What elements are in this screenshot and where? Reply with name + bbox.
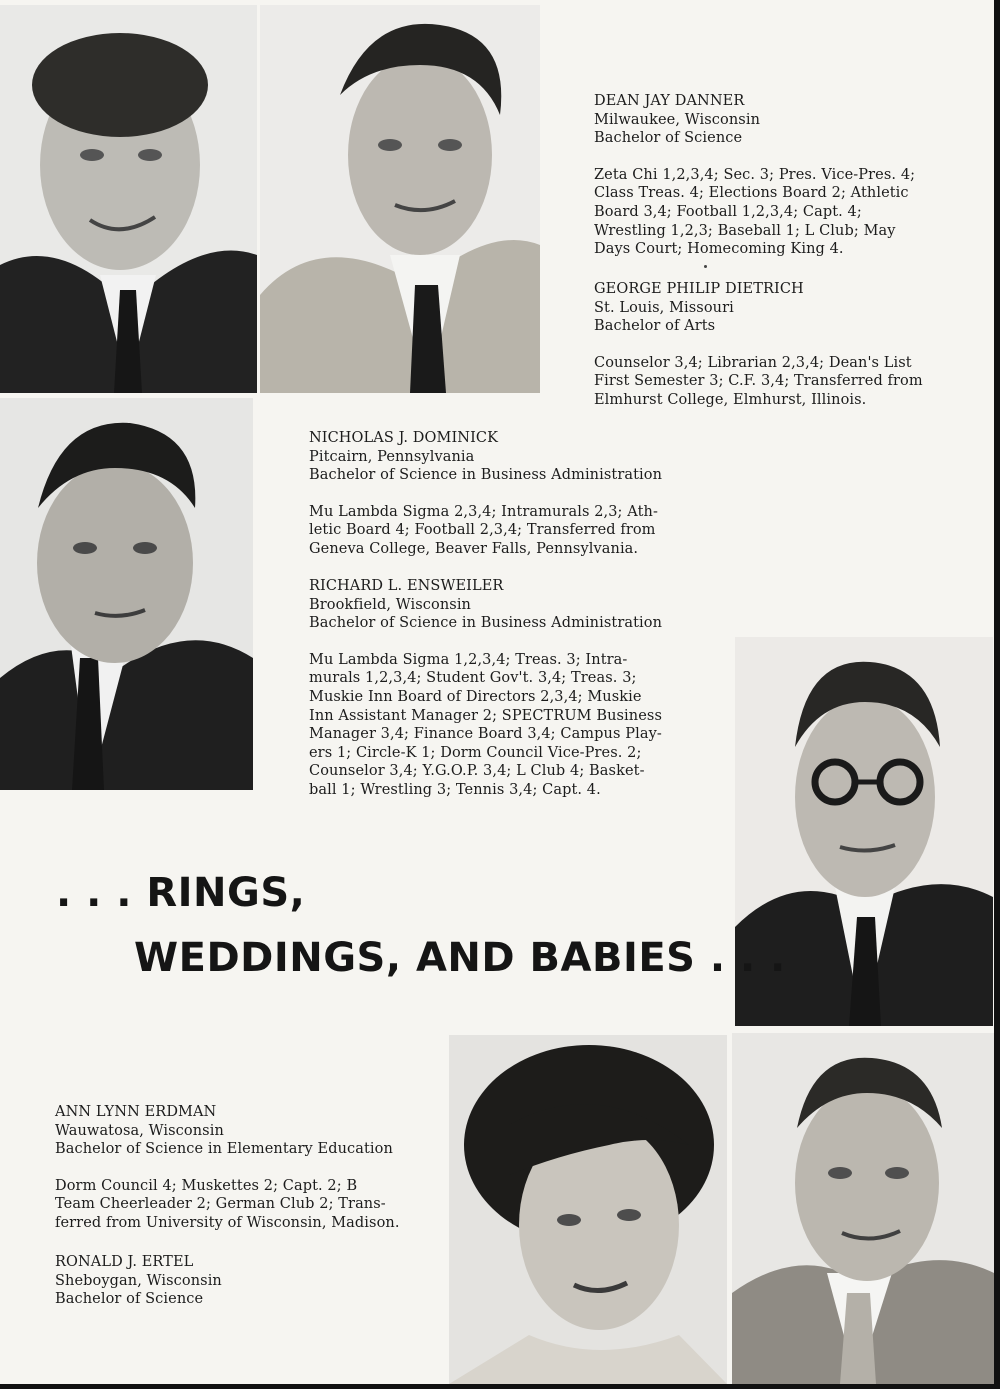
senior-hometown: Sheboygan, Wisconsin: [55, 1272, 222, 1289]
senior-hometown: Milwaukee, Wisconsin: [594, 111, 761, 128]
activities-line: Mu Lambda Sigma 2,3,4; Intramurals 2,3; Ath-: [309, 503, 658, 520]
senior-degree: Bachelor of Arts: [594, 318, 716, 335]
senior-degree: Bachelor of Science: [594, 130, 743, 147]
activities-line: Geneva College, Beaver Falls, Pennsylvania.: [309, 540, 639, 557]
activities-line: Counselor 3,4; Librarian 2,3,4; Dean's List: [594, 354, 912, 371]
activities-line: Manager 3,4; Finance Board 3,4; Campus Play-: [309, 726, 662, 743]
headline-line-2: WEDDINGS, AND BABIES . . .: [134, 935, 786, 981]
activities-line: Muskie Inn Board of Directors 2,3,4; Muskie: [309, 688, 642, 705]
senior-hometown: Brookfield, Wisconsin: [309, 596, 471, 613]
senior-name: GEORGE PHILIP DIETRICH: [594, 281, 804, 297]
portrait-photo-dietrich: [260, 5, 540, 393]
senior-degree: Bachelor of Science in Elementary Education: [55, 1141, 393, 1158]
activities-line: letic Board 4; Football 2,3,4; Transferred from: [309, 522, 656, 539]
activities-line: ferred from University of Wisconsin, Madison.: [55, 1214, 400, 1231]
activities-line: murals 1,2,3,4; Student Gov't. 3,4; Treas. 3;: [309, 670, 637, 687]
senior-degree: Bachelor of Science in Business Administration: [309, 615, 663, 632]
activities-line: Team Cheerleader 2; German Club 2; Trans-: [55, 1196, 386, 1213]
senior-name: ANN LYNN ERDMAN: [55, 1104, 217, 1120]
activities-line: Elmhurst College, Elmhurst, Illinois.: [594, 391, 867, 408]
headline-line-1: . . . RINGS,: [56, 870, 306, 916]
activities-line: Dorm Council 4; Muskettes 2; Capt. 2; B: [55, 1177, 358, 1194]
senior-entry-danner: [594, 92, 915, 259]
senior-name: DEAN JAY DANNER: [594, 93, 745, 109]
ink-speck: [704, 265, 707, 268]
portrait-photo-dominick: [0, 398, 253, 790]
portrait-photo-erdman: [449, 1035, 727, 1384]
senior-entry-dietrich: [594, 280, 923, 410]
senior-degree: Bachelor of Science in Business Administration: [309, 467, 663, 484]
senior-entry-ertel: [55, 1253, 222, 1309]
activities-line: Days Court; Homecoming King 4.: [594, 241, 844, 258]
page-edge-right: [994, 0, 1000, 1389]
activities-line: ball 1; Wrestling 3; Tennis 3,4; Capt. 4.: [309, 781, 601, 798]
senior-name: RICHARD L. ENSWEILER: [309, 578, 504, 594]
page-edge-bottom: [0, 1384, 1000, 1389]
activities-line: Counselor 3,4; Y.G.O.P. 3,4; L Club 4; Basket-: [309, 763, 645, 780]
activities-line: Mu Lambda Sigma 1,2,3,4; Treas. 3; Intra-: [309, 651, 628, 668]
activities-line: Zeta Chi 1,2,3,4; Sec. 3; Pres. Vice-Pres. 4;: [594, 166, 916, 183]
activities-line: Inn Assistant Manager 2; SPECTRUM Business: [309, 707, 662, 724]
senior-hometown: Wauwatosa, Wisconsin: [55, 1122, 224, 1139]
senior-entry-dominick: [309, 429, 662, 559]
activities-line: First Semester 3; C.F. 3,4; Transferred from: [594, 373, 923, 390]
portrait-photo-danner: [0, 5, 257, 393]
senior-entry-erdman: [55, 1103, 400, 1233]
senior-hometown: Pitcairn, Pennsylvania: [309, 448, 475, 465]
portrait-photo-ertel: [732, 1033, 994, 1384]
activities-line: Class Treas. 4; Elections Board 2; Athletic: [594, 185, 909, 202]
senior-name: RONALD J. ERTEL: [55, 1254, 194, 1270]
senior-hometown: St. Louis, Missouri: [594, 299, 734, 316]
activities-line: Wrestling 1,2,3; Baseball 1; L Club; May: [594, 222, 896, 239]
senior-degree: Bachelor of Science: [55, 1291, 204, 1308]
senior-name: NICHOLAS J. DOMINICK: [309, 430, 499, 446]
senior-entry-ensweiler: [309, 577, 662, 800]
activities-line: ers 1; Circle-K 1; Dorm Council Vice-Pres. 2;: [309, 744, 642, 761]
activities-line: Board 3,4; Football 1,2,3,4; Capt. 4;: [594, 203, 862, 220]
